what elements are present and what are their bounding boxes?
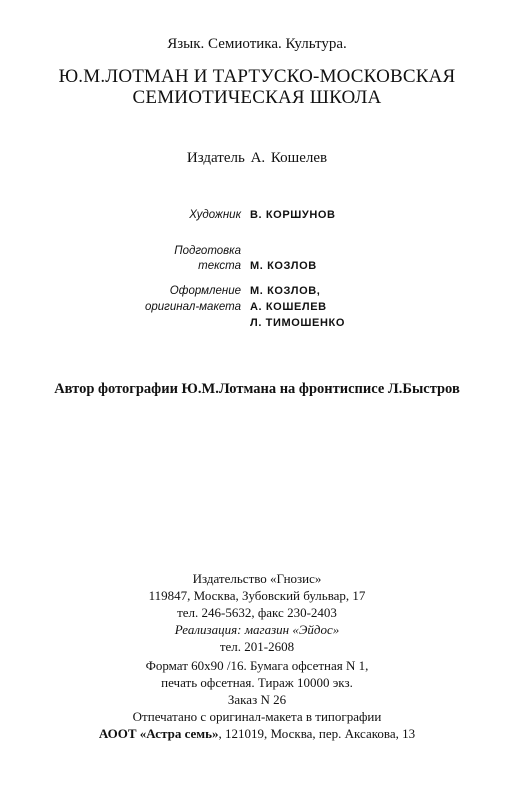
layout-label-1: Оформление (169, 285, 241, 297)
print-printed: Отпечатано с оригинал-макета в типографии (132, 709, 382, 724)
text-prep-label-2: текста (198, 260, 241, 272)
book-title (0, 66, 514, 108)
text-prep-label-1: Подготовка (174, 245, 241, 257)
imprint-sales: Реализация: магазин «Эйдос» (174, 622, 340, 637)
series-title: Язык. Семиотика. Культура. (167, 36, 347, 52)
print-info (0, 657, 514, 742)
print-order: Заказ N 26 (227, 692, 287, 707)
book-title-line-1: Ю.М.ЛОТМАН И ТАРТУСКО-МОСКОВСКАЯ (58, 66, 456, 87)
credits-block (0, 208, 514, 329)
text-prep-value: М. КОЗЛОВ (250, 260, 317, 272)
book-title-line-2: СЕМИОТИЧЕСКАЯ ШКОЛА (132, 87, 382, 108)
artist-value: В. КОРШУНОВ (250, 209, 336, 221)
printer-address: , 121019, Москва, пер. Аксакова, 13 (218, 726, 416, 741)
imprint-publisher: Издательство «Гнозис» (192, 571, 322, 586)
layout-label-2: оригинал-макета (145, 301, 241, 313)
print-run: печать офсетная. Тираж 10000 экз. (161, 675, 353, 690)
publisher-imprint (0, 570, 514, 655)
print-format: Формат 60х90 /16. Бумага офсетная N 1, (145, 658, 369, 673)
layout-value-1: М. КОЗЛОВ, (250, 285, 321, 297)
imprint-phones: тел. 246-5632, факс 230-2403 (177, 605, 337, 620)
printer-name: АООТ «Астра семь» (98, 726, 219, 741)
imprint-address: 119847, Москва, Зубовский бульвар, 17 (148, 588, 366, 603)
photo-credit: Автор фотографии Ю.М.Лотмана на фронтисписе Л.Быстров (54, 381, 460, 397)
publisher-name: Издатель А. Кошелев (186, 150, 328, 166)
print-printer (0, 725, 514, 742)
artist-label: Художник (189, 209, 241, 221)
layout-value-3: Л. ТИМОШЕНКО (250, 317, 345, 329)
layout-value-2: А. КОШЕЛЕВ (250, 301, 327, 313)
imprint-sales-phone: тел. 201-2608 (219, 639, 295, 654)
